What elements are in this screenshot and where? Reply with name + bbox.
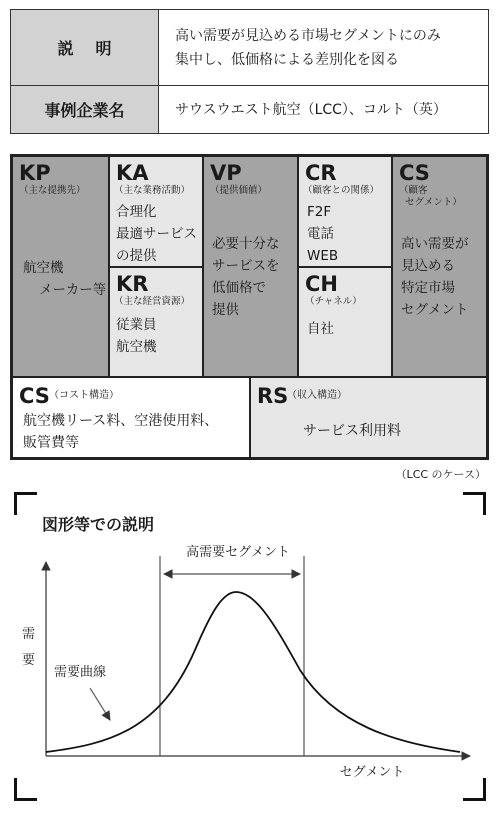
ka-abbr: KA xyxy=(116,161,149,185)
demand-curve-figure xyxy=(0,530,500,817)
description-row xyxy=(11,10,488,86)
ka-line-1: 合理化 xyxy=(116,204,157,220)
description-line-1: 高い需要が見込める市場セグメントにのみ xyxy=(175,27,441,44)
rs-body xyxy=(303,420,401,442)
ch-body xyxy=(307,318,334,340)
description-text xyxy=(159,10,488,85)
cr-body xyxy=(307,201,338,267)
y-axis-label-1: 需 xyxy=(22,627,36,642)
cs-line-2: 見込める xyxy=(401,258,455,274)
kp-line-1: 航空機 xyxy=(23,260,64,276)
example-text: サウスウエスト航空（LCC）、コルト（英） xyxy=(175,101,447,118)
cs-line-1: 高い需要が xyxy=(401,236,469,252)
ch-abbr: CH xyxy=(305,272,338,296)
figure-title: 図形等での説明 xyxy=(42,515,155,534)
cost-line-2: 販管費等 xyxy=(23,435,79,451)
cost-structure-block xyxy=(12,377,250,458)
vp-block xyxy=(203,156,298,377)
cr-abbr: CR xyxy=(305,161,337,185)
cs-body xyxy=(401,233,469,321)
cost-abbr: CS xyxy=(19,384,50,408)
vp-line-3: 低価格で xyxy=(212,280,266,296)
kr-line-2: 航空機 xyxy=(116,339,157,355)
rs-abbr: RS xyxy=(257,384,289,408)
kr-line-1: 従業員 xyxy=(116,317,157,333)
cs-sub xyxy=(399,185,462,209)
corner-top-left xyxy=(14,492,37,515)
rs-line-1: サービス利用料 xyxy=(303,423,401,439)
kr-block xyxy=(109,267,203,377)
cs-block xyxy=(392,156,487,377)
example-header: 事例企業名 xyxy=(11,86,159,133)
ka-line-2: 最適サービス xyxy=(116,226,197,242)
cost-line-1: 航空機リース料、空港使用料、 xyxy=(23,413,219,429)
canvas-caption: （LCC のケース） xyxy=(395,468,486,481)
cr-sub: （顧客との関係） xyxy=(303,185,380,196)
kp-block xyxy=(12,156,109,377)
vp-body xyxy=(212,233,280,321)
kp-abbr: KP xyxy=(19,161,51,185)
cr-line-1: F2F xyxy=(307,204,332,220)
info-table xyxy=(10,9,489,134)
cost-body xyxy=(23,410,218,454)
example-row xyxy=(11,86,488,133)
cr-block xyxy=(298,156,392,267)
kp-sub: （主な提携先） xyxy=(19,185,86,196)
description-line-2: 集中し、低価格による差別化を図る xyxy=(175,51,399,68)
cs-line-4: セグメント xyxy=(401,302,469,318)
ka-sub: （主な業務活動） xyxy=(114,185,191,196)
description-header: 説明 xyxy=(11,10,159,85)
business-model-canvas xyxy=(10,154,489,460)
vp-abbr: VP xyxy=(210,161,242,185)
kr-body xyxy=(116,314,157,358)
kp-line-2: メーカー等 xyxy=(39,282,107,298)
cs-abbr: CS xyxy=(399,161,430,185)
revenue-streams-block xyxy=(250,377,487,458)
ka-body xyxy=(116,201,197,267)
ch-line-1: 自社 xyxy=(307,321,334,337)
cost-sub: （コスト構造） xyxy=(49,390,119,401)
curve-label: 需要曲線 xyxy=(54,665,107,680)
vp-line-4: 提供 xyxy=(212,302,239,318)
cs-line-3: 特定市場 xyxy=(401,280,455,296)
vp-line-1: 必要十分な xyxy=(212,236,280,252)
ch-sub: （チャネル） xyxy=(305,296,362,307)
kr-abbr: KR xyxy=(116,272,149,296)
cs-sub-line-2: セグメント） xyxy=(405,197,462,208)
demand-curve xyxy=(46,592,460,752)
cs-sub-line-1: （顧客 xyxy=(399,185,428,196)
cr-line-2: 電話 xyxy=(307,226,334,242)
vp-line-2: サービスを xyxy=(212,258,280,274)
y-axis-label-2: 要 xyxy=(22,653,36,668)
vp-sub: （提供価値） xyxy=(210,185,268,196)
curve-label-pointer xyxy=(90,688,110,720)
x-axis-label: セグメント xyxy=(339,765,405,780)
corner-top-right xyxy=(463,492,486,515)
cr-line-3: WEB xyxy=(307,248,339,264)
segment-label: 高需要セグメント xyxy=(186,545,290,560)
rs-sub: （収入構造） xyxy=(287,390,347,401)
ka-block xyxy=(109,156,203,267)
ch-block xyxy=(298,267,392,377)
kp-body xyxy=(23,257,106,301)
kr-sub: （主な経営資源） xyxy=(114,296,191,307)
ka-line-3: の提供 xyxy=(116,248,157,264)
